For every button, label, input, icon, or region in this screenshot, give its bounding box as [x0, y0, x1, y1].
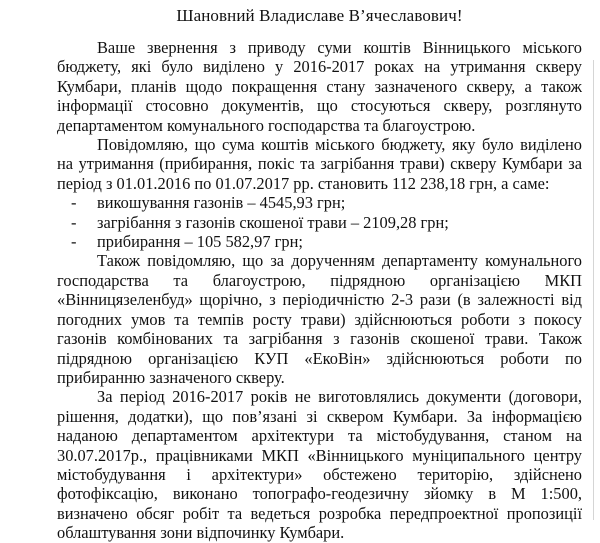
paragraph-request: Ваше звернення з приводу суми коштів Вінницького міського бюджету, які було виділено у 2016-2017 роках на утримання скверу Кумбари, планів щодо покращення стану зазначеного скверу, а також інформації стосовно документів, що стосуються скверу, розглянуто департаментом комунального господарства та благоустрою.	[57, 38, 582, 135]
scan-edge-line	[593, 60, 594, 520]
list-item	[57, 193, 582, 212]
list-item	[57, 232, 582, 251]
expense-list	[57, 193, 582, 251]
list-item-text: викошування газонів – 4545,93 грн;	[97, 193, 346, 213]
letter-greeting: Шановний Владиславе В’ячеславович!	[176, 6, 463, 25]
list-item-text: загрібання з газонів скошеної трави – 2109,28 грн;	[97, 212, 449, 232]
paragraph-budget: Повідомляю, що сума коштів міського бюджету, яку було виділено на утримання (прибирання, покіс та загрібання трави) скверу Кумбари за період з 01.01.2016 по 01.07.2017 рр. становить 112 238,18 грн, а саме:	[57, 135, 582, 193]
list-item	[57, 213, 582, 232]
paragraph-documents: За період 2016-2017 років не виготовлялись документи (договори, рішення, додатки), що пов’язані зі сквером Кумбари. За інформацією наданою департаментом архітектури та містобудування, станом на 30.07.2017р., працівниками МКП «Вінницького муніципального центру містобудування і архітектури» обстежено територію, здійснено фотофіксацію, виконано топографо-геодезичну зйомку в М 1:500, визначено обсяг робіт та ведеться розробка передпроектної пропозиції облаштування зони відпочинку Кумбари.	[57, 387, 582, 543]
bullet-dash: -	[71, 212, 77, 232]
list-item-text: прибирання – 105 582,97 грн;	[97, 232, 303, 252]
bullet-dash: -	[71, 232, 77, 252]
bullet-dash: -	[71, 193, 77, 213]
paragraph-contractors: Також повідомляю, що за дорученням департаменту комунального господарства та благоустрою, підрядною організацією МКП «Вінницязеленбуд» щорічно, з періодичністю 2-3 рази (в залежності від погодних умов та темпів росту трави) здійснюються роботи з покосу газонів комбінованих та загрібання з газонів скошеної трави. Також підрядною організацією КУП «ЕкоВін» здійснюються роботи по прибиранню зазначеного скверу.	[57, 251, 582, 387]
